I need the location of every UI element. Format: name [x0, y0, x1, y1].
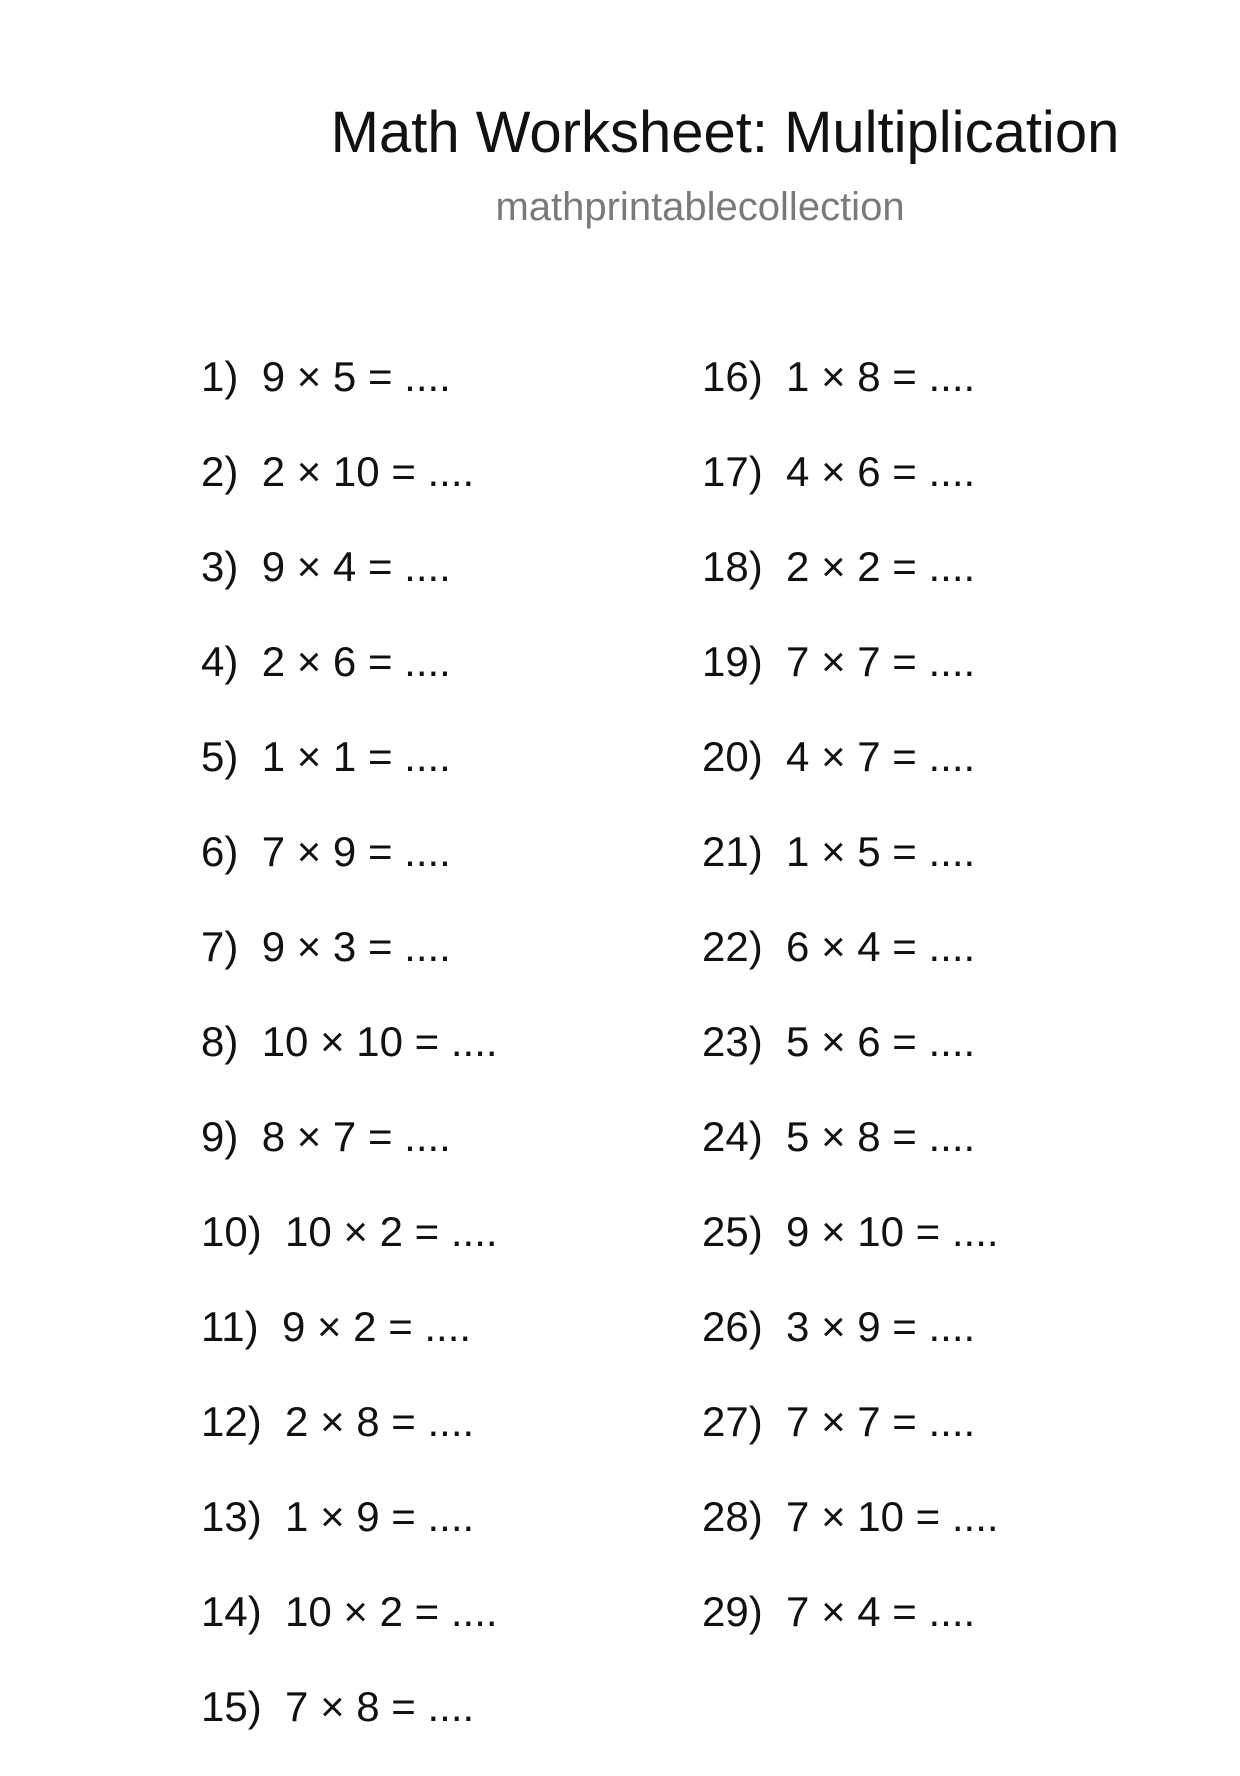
problem-number: 18): [702, 543, 763, 590]
problem-number: 3): [201, 543, 239, 590]
problem-item: [702, 1396, 999, 1491]
problem-item: [201, 636, 498, 731]
problem-number: 27): [702, 1398, 763, 1445]
problem-item: [201, 1681, 498, 1776]
problem-item: [702, 541, 999, 636]
problem-number: 5): [201, 733, 239, 780]
problem-item: [702, 731, 999, 826]
problem-item: [702, 826, 999, 921]
problem-expression: 2 × 2 = ....: [786, 543, 976, 590]
problem-column-right: [702, 351, 999, 1681]
problem-number: 24): [702, 1113, 763, 1160]
problem-item: [201, 1111, 498, 1206]
problem-number: 7): [201, 923, 239, 970]
problem-number: 13): [201, 1493, 262, 1540]
worksheet-title: Math Worksheet: Multiplication: [330, 100, 1120, 165]
problem-expression: 6 × 4 = ....: [786, 923, 976, 970]
problem-expression: 1 × 9 = ....: [285, 1493, 475, 1540]
problem-number: 1): [201, 353, 239, 400]
problem-number: 20): [702, 733, 763, 780]
problem-number: 12): [201, 1398, 262, 1445]
problem-item: [201, 826, 498, 921]
problem-expression: 7 × 8 = ....: [285, 1683, 475, 1730]
problem-expression: 2 × 6 = ....: [261, 638, 451, 685]
problem-expression: 9 × 3 = ....: [261, 923, 451, 970]
problem-item: [201, 1016, 498, 1111]
worksheet-subtitle: mathprintablecollection: [495, 185, 905, 229]
problem-number: 2): [201, 448, 239, 495]
problem-expression: 7 × 7 = ....: [786, 638, 976, 685]
problem-expression: 9 × 4 = ....: [261, 543, 451, 590]
problem-expression: 3 × 9 = ....: [786, 1303, 976, 1350]
problem-expression: 1 × 5 = ....: [786, 828, 976, 875]
problem-number: 11): [201, 1303, 259, 1350]
problem-item: [702, 446, 999, 541]
problem-item: [702, 636, 999, 731]
problem-number: 17): [702, 448, 763, 495]
problem-expression: 9 × 2 = ....: [281, 1303, 472, 1350]
problem-number: 16): [702, 353, 763, 400]
problem-expression: 5 × 6 = ....: [786, 1018, 976, 1065]
problem-item: [702, 921, 999, 1016]
problem-expression: 5 × 8 = ....: [786, 1113, 976, 1160]
problem-expression: 7 × 9 = ....: [261, 828, 451, 875]
problem-number: 9): [201, 1113, 239, 1160]
problem-number: 23): [702, 1018, 763, 1065]
problem-number: 22): [702, 923, 763, 970]
problem-number: 14): [201, 1588, 262, 1635]
problem-item: [201, 541, 498, 636]
problem-expression: 2 × 10 = ....: [261, 448, 475, 495]
problem-item: [201, 1301, 498, 1396]
problem-expression: 10 × 2 = ....: [285, 1208, 498, 1255]
problem-expression: 1 × 8 = ....: [786, 353, 976, 400]
problem-number: 10): [201, 1208, 262, 1255]
problem-item: [201, 351, 498, 446]
problem-expression: 4 × 6 = ....: [786, 448, 976, 495]
problem-item: [201, 446, 498, 541]
problem-item: [201, 731, 498, 826]
problem-item: [201, 1586, 498, 1681]
problem-expression: 10 × 10 = ....: [261, 1018, 498, 1065]
problem-item: [702, 1491, 999, 1586]
problem-item: [201, 1491, 498, 1586]
problem-expression: 7 × 7 = ....: [786, 1398, 976, 1445]
problem-item: [201, 1206, 498, 1301]
problem-number: 19): [702, 638, 763, 685]
problem-expression: 10 × 2 = ....: [285, 1588, 498, 1635]
problem-column-left: [201, 351, 498, 1776]
problem-number: 26): [702, 1303, 763, 1350]
problem-item: [702, 1206, 999, 1301]
problem-number: 21): [702, 828, 763, 875]
problem-item: [702, 1016, 999, 1111]
problem-expression: 2 × 8 = ....: [285, 1398, 475, 1445]
problem-item: [702, 1301, 999, 1396]
problem-number: 28): [702, 1493, 763, 1540]
problem-expression: 4 × 7 = ....: [786, 733, 976, 780]
problem-expression: 9 × 5 = ....: [261, 353, 451, 400]
problem-expression: 1 × 1 = ....: [261, 733, 451, 780]
problem-number: 15): [201, 1683, 262, 1730]
problem-number: 4): [201, 638, 239, 685]
problem-number: 29): [702, 1588, 763, 1635]
problem-expression: 7 × 10 = ....: [786, 1493, 999, 1540]
problem-expression: 7 × 4 = ....: [786, 1588, 976, 1635]
problem-number: 8): [201, 1018, 239, 1065]
problem-number: 25): [702, 1208, 763, 1255]
problem-expression: 8 × 7 = ....: [261, 1113, 451, 1160]
problem-item: [702, 1586, 999, 1681]
problem-number: 6): [201, 828, 239, 875]
problem-item: [201, 1396, 498, 1491]
problem-item: [201, 921, 498, 1016]
problem-item: [702, 1111, 999, 1206]
problem-item: [702, 351, 999, 446]
problem-expression: 9 × 10 = ....: [786, 1208, 999, 1255]
